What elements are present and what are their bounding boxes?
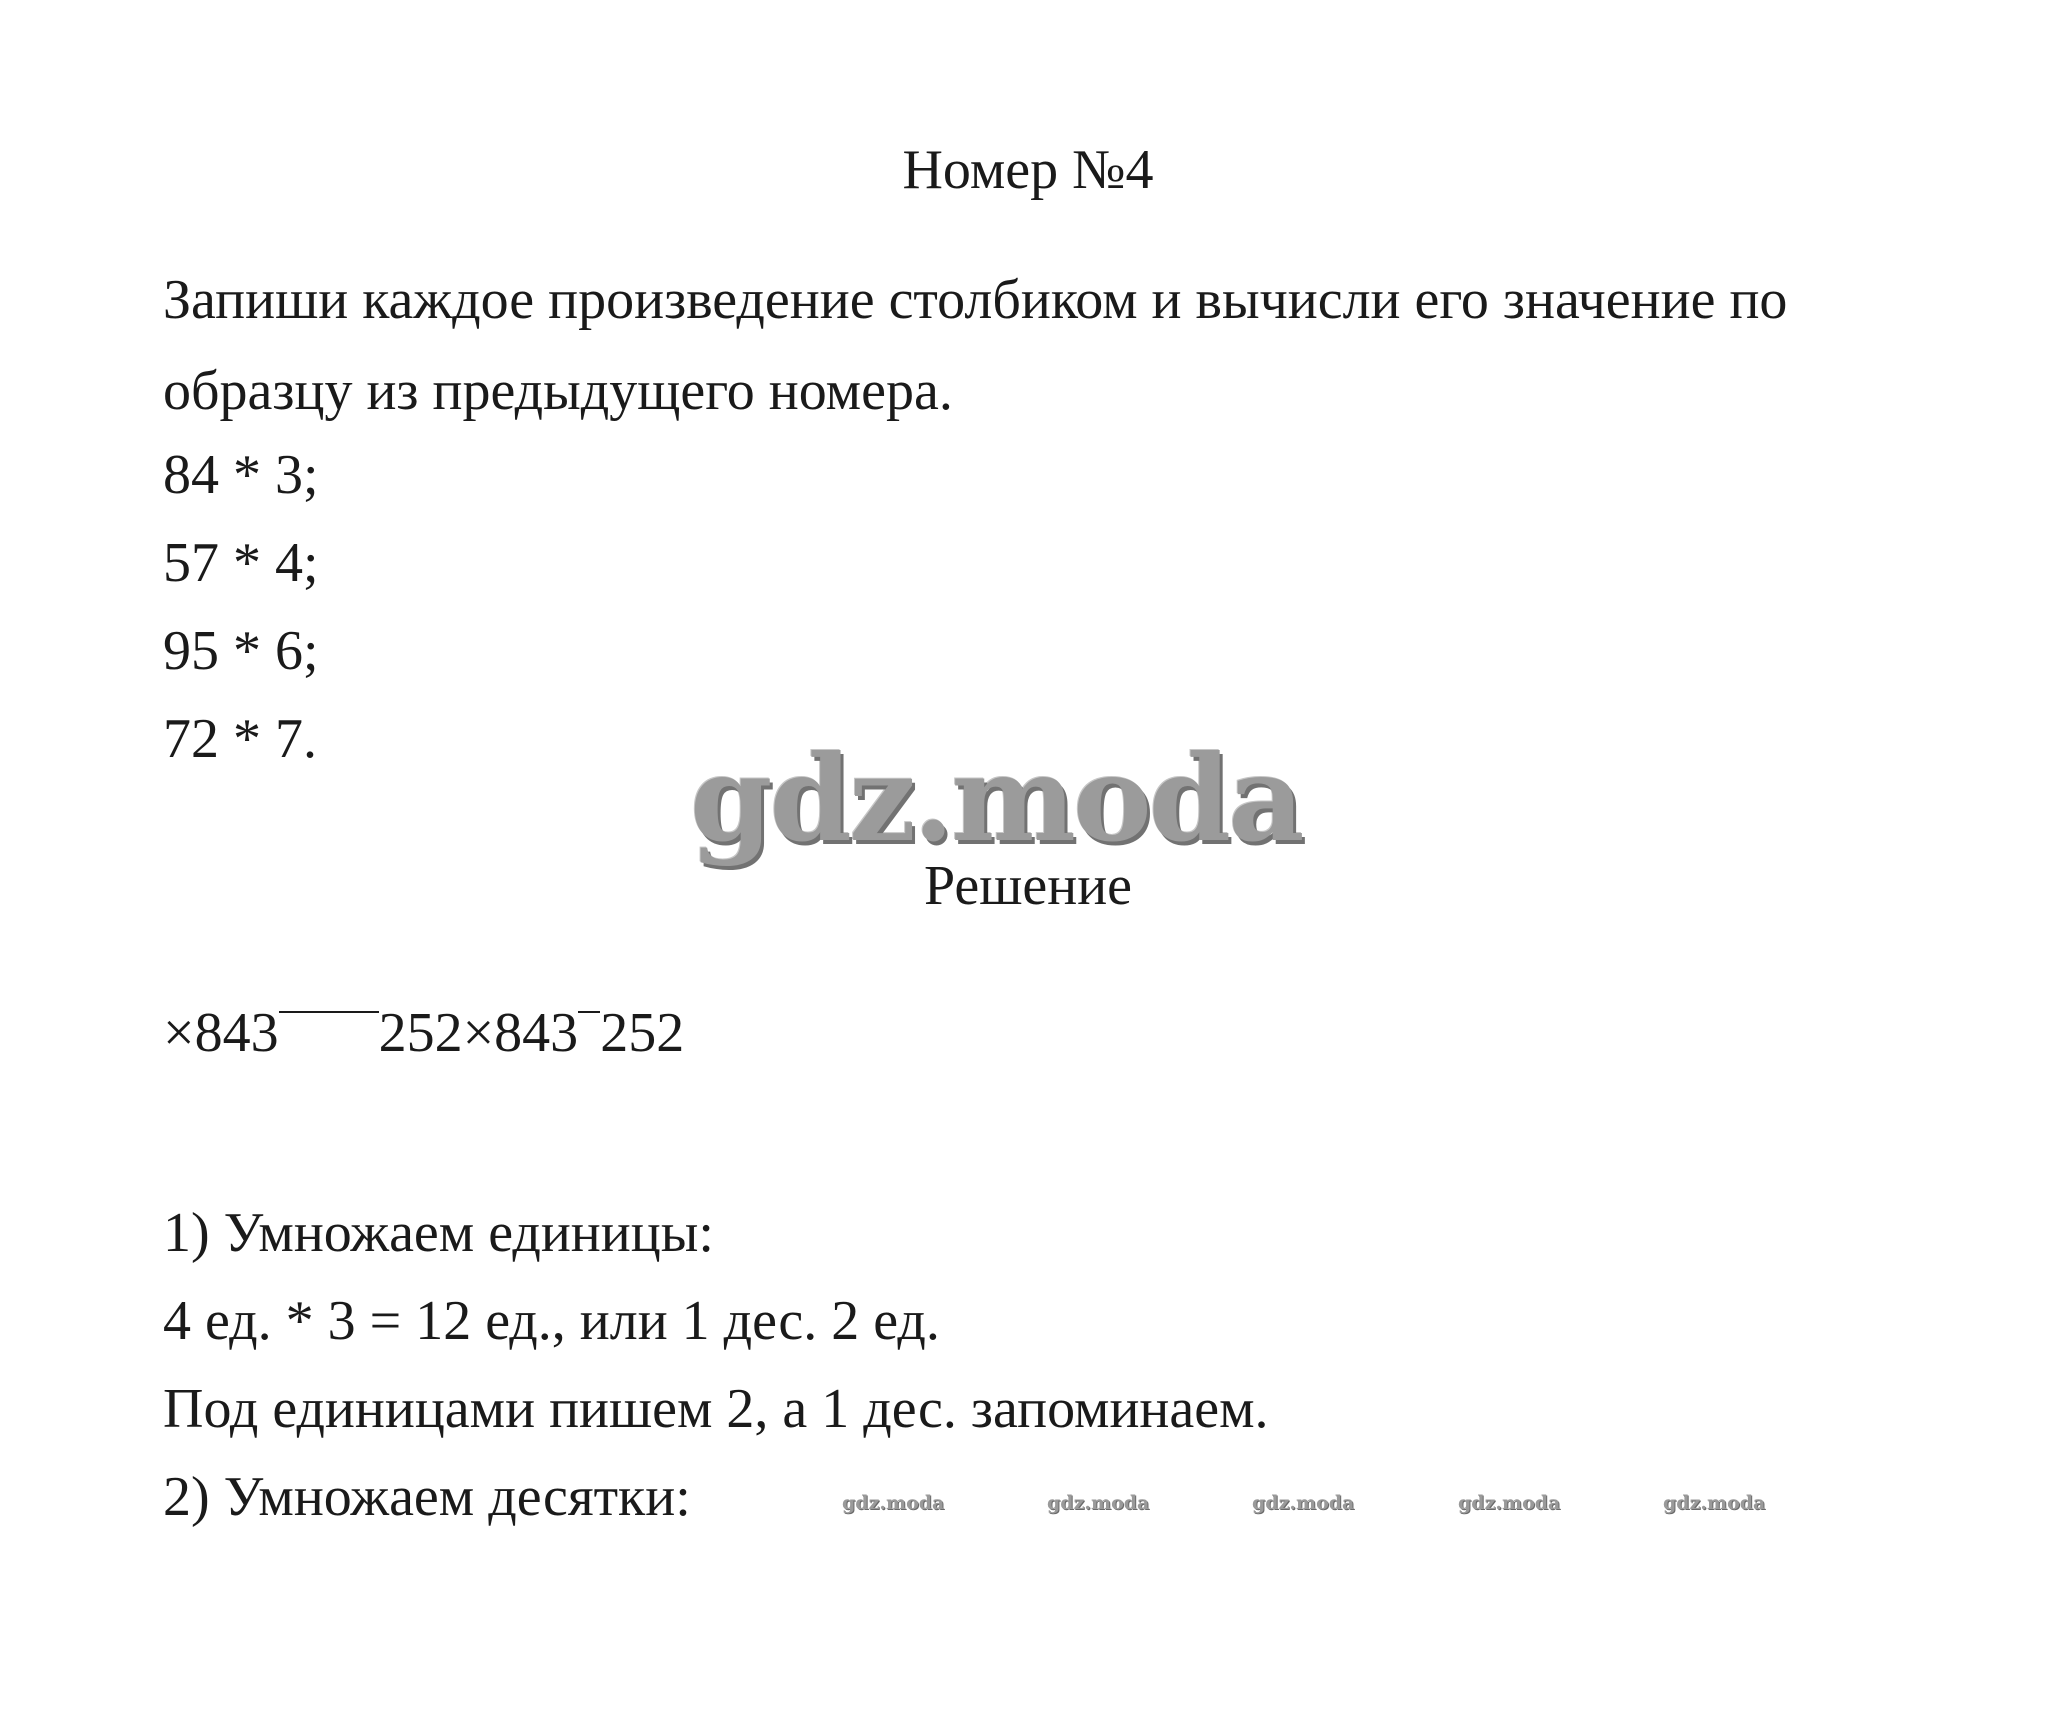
- footer-watermark-4: gdz.moda: [1458, 1492, 1561, 1514]
- column-calc-part-2: 252×843: [378, 1002, 579, 1064]
- example-3: 95 * 6;: [163, 620, 319, 682]
- overline-divider: [279, 1011, 379, 1013]
- site-watermark: gdz.moda: [690, 729, 1302, 868]
- example-2: 57 * 4;: [163, 532, 319, 594]
- footer-watermark-2: gdz.moda: [1047, 1492, 1150, 1514]
- column-calc-part-3: 252: [600, 1002, 685, 1064]
- task-text-line-1: Запиши каждое произведение столбиком и вычисли его значение по: [163, 269, 1788, 331]
- task-text-line-2: образцу из предыдущего номера.: [163, 360, 953, 422]
- overline-divider-short: [578, 1011, 600, 1013]
- footer-watermark-3: gdz.moda: [1252, 1492, 1355, 1514]
- footer-watermark-5: gdz.moda: [1663, 1492, 1766, 1514]
- step-2-heading: 2) Умножаем десятки:: [163, 1466, 691, 1528]
- step-1-note: Под единицами пишем 2, а 1 дес. запоминаем.: [163, 1378, 1269, 1440]
- step-1-heading: 1) Умножаем единицы:: [163, 1202, 714, 1264]
- page-title: Номер №4: [902, 139, 1154, 201]
- example-1: 84 * 3;: [163, 444, 319, 506]
- column-calculation: [163, 1002, 685, 1064]
- solution-heading: Решение: [923, 855, 1133, 917]
- example-4: 72 * 7.: [163, 708, 317, 770]
- column-calc-part-1: ×843: [163, 1002, 279, 1064]
- footer-watermark-1: gdz.moda: [842, 1492, 945, 1514]
- step-1-calculation: 4 ед. * 3 = 12 ед., или 1 дес. 2 ед.: [163, 1290, 940, 1352]
